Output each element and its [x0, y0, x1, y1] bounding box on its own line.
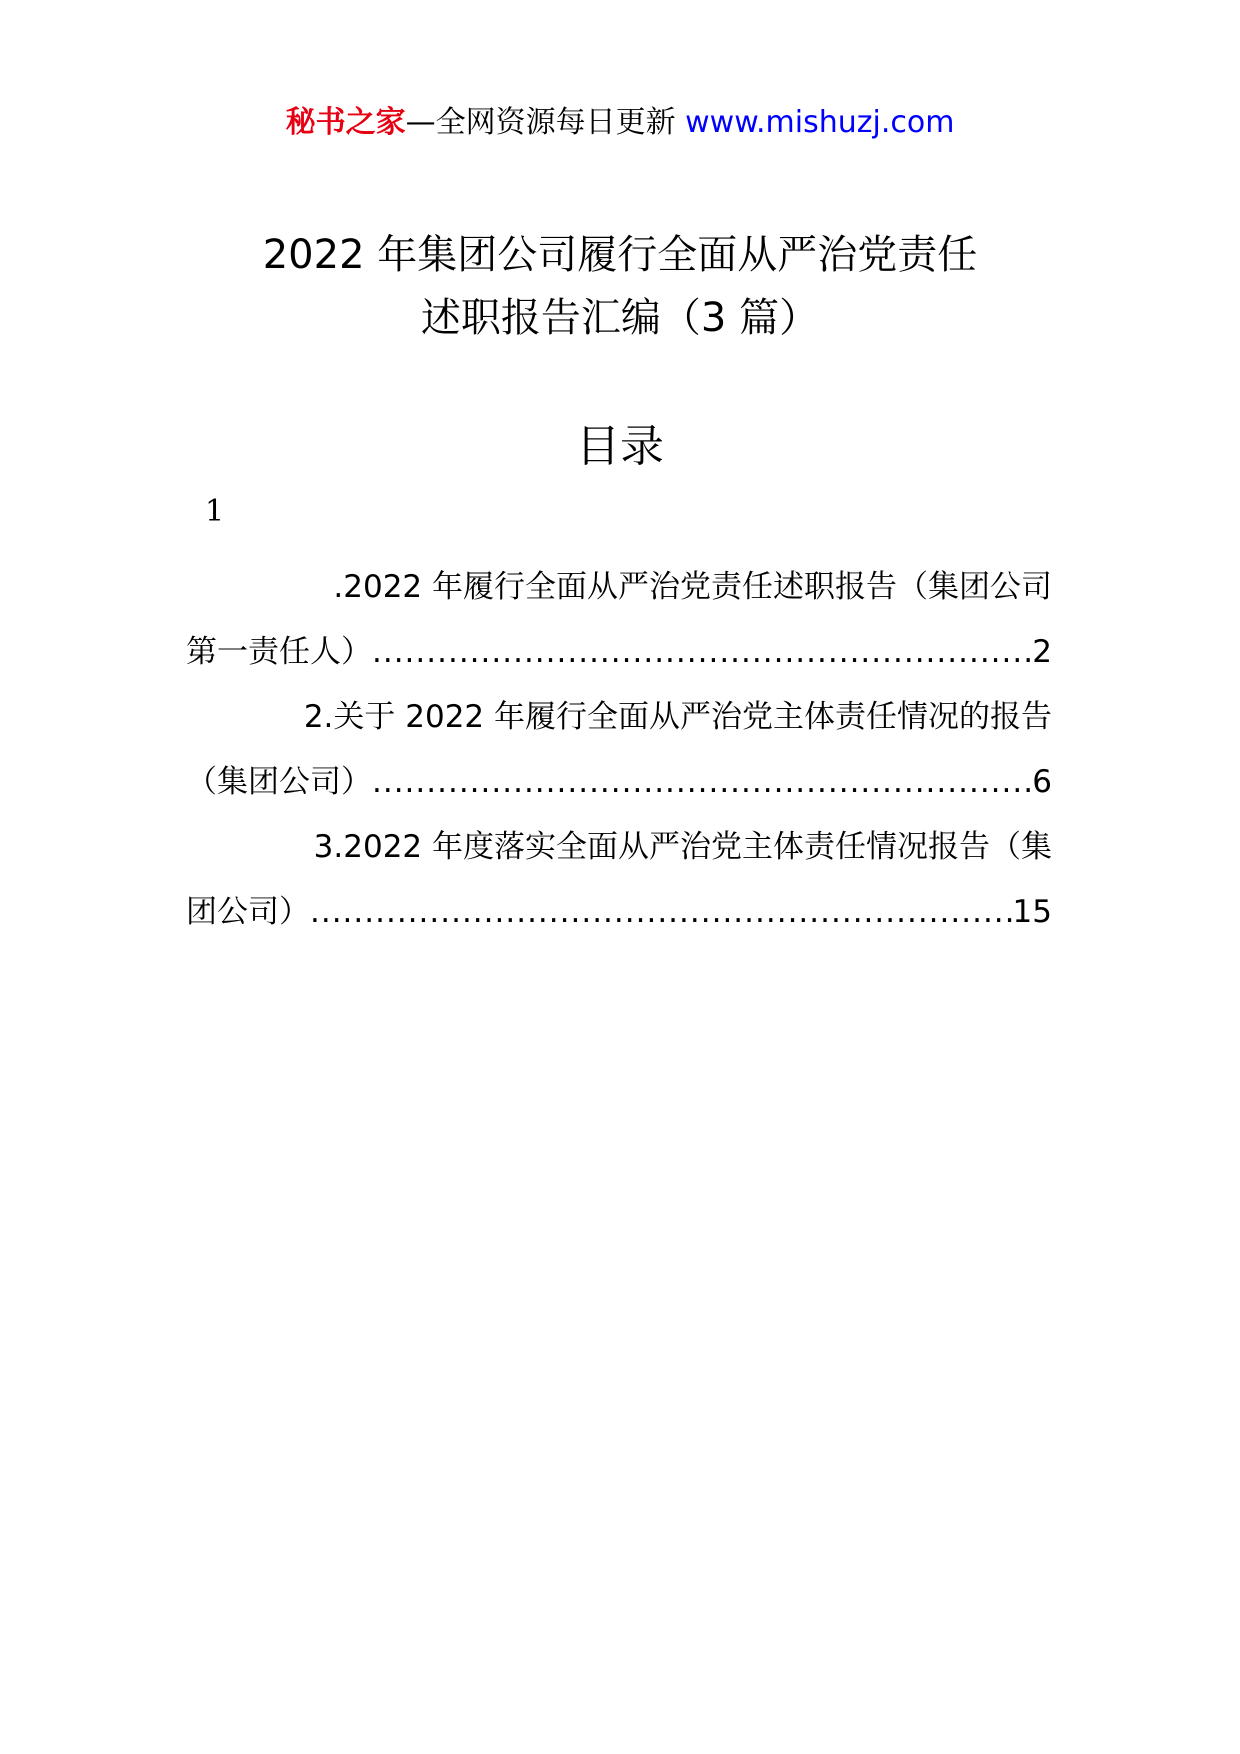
- brand-name: 秘书之家: [285, 105, 406, 140]
- toc-page-number: 6: [1032, 764, 1052, 800]
- toc-entry-title: 2.关于 2022 年履行全面从严治党主体责任情况的报告: [303, 699, 1052, 735]
- toc-dot-leader: [372, 750, 1032, 815]
- toc-page-marker: 1: [205, 494, 225, 529]
- table-of-contents: [186, 555, 1052, 945]
- site-url-link[interactable]: www.mishuzj.com: [685, 105, 955, 140]
- site-slogan: —全网资源每日更新: [405, 105, 676, 140]
- toc-heading: 目录: [576, 421, 664, 472]
- toc-entry-title-continued: 团公司）: [186, 894, 310, 930]
- toc-entry-1[interactable]: [186, 555, 1052, 685]
- toc-entry-title: .2022 年履行全面从严治党责任述职报告（集团公司: [333, 569, 1052, 605]
- document-title-line-2: 述职报告汇编（3 篇）: [420, 295, 820, 341]
- toc-entry-title-continued: （集团公司）: [186, 764, 372, 800]
- toc-entry-title-continued: 第一责任人）: [186, 634, 372, 670]
- toc-entry-2[interactable]: [186, 685, 1052, 815]
- toc-dot-leader: [372, 620, 1032, 685]
- toc-page-number: 15: [1012, 894, 1052, 930]
- toc-dot-leader: [310, 880, 1013, 945]
- toc-entry-3[interactable]: [186, 815, 1052, 945]
- site-header: [0, 100, 1240, 146]
- toc-entry-title: 3.2022 年度落实全面从严治党主体责任情况报告（集: [313, 829, 1052, 865]
- document-title: [0, 224, 1240, 350]
- toc-page-number: 2: [1032, 634, 1052, 670]
- document-title-line-1: 2022 年集团公司履行全面从严治党责任: [262, 232, 978, 278]
